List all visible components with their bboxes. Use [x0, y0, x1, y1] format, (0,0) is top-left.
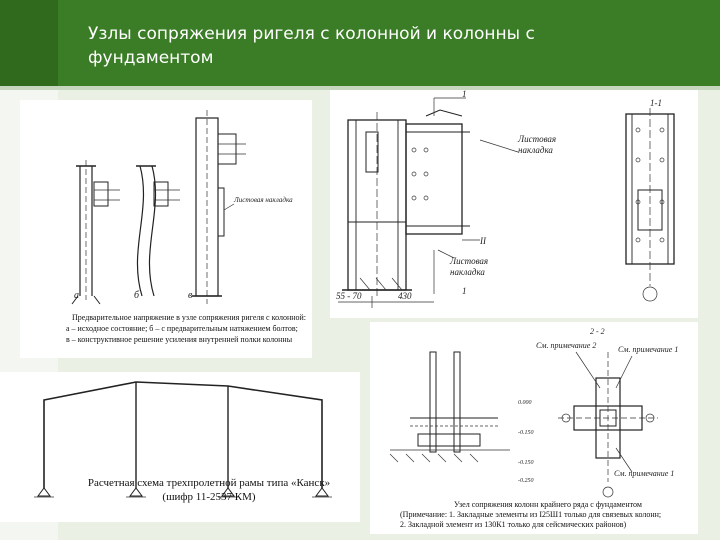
- note-2-callout: См. примечание 2: [536, 341, 597, 350]
- note-1-callout-bottom: См. примечание 1: [614, 469, 675, 478]
- elevation-4: -0.250: [518, 478, 534, 484]
- prestress-caption: [66, 312, 312, 345]
- prestress-caption-line2: а – исходное состояние; б – с предварительным натяжением болтов;: [66, 324, 298, 333]
- callout-top-line1: Листовая: [518, 134, 557, 144]
- prestress-figure: [20, 100, 312, 358]
- section-mark-top: 1: [462, 90, 467, 99]
- elevation-3: -0.150: [518, 460, 534, 466]
- callout-top-line2: накладка: [518, 145, 553, 155]
- callout-bottom-line2: накладка: [450, 267, 485, 277]
- section-mark-bottom: 1: [462, 286, 467, 296]
- note-1-callout-top: См. примечание 1: [618, 345, 679, 354]
- frame-scheme-figure: [0, 372, 360, 522]
- content-area: [58, 90, 720, 540]
- frame-caption-line2: (шифр 11-2537 КМ): [162, 491, 256, 503]
- column-elevation: [342, 112, 412, 296]
- joint-detail-drawing: [330, 90, 698, 318]
- column-b: [134, 166, 180, 301]
- joint-detail-figure: [330, 90, 698, 318]
- column-a: [72, 160, 120, 304]
- elevation-2: -0.150: [518, 430, 534, 436]
- foundation-caption: [400, 500, 696, 530]
- prestress-caption-line1: Предварительное напряжение в узле сопряжения ригеля с колонной:: [71, 313, 307, 322]
- slide-title-line1: Узлы сопряжения ригеля с колонной и колонны с: [88, 24, 535, 44]
- frame-caption: [64, 476, 354, 504]
- foundation-joint-figure: [370, 322, 698, 534]
- section-1-1: [626, 98, 674, 301]
- foundation-caption-line1: Узел сопряжения колонн крайнего ряда с фундаментом: [454, 500, 642, 509]
- dim-left: 55 - 70: [336, 291, 362, 301]
- elevation-1: 0.000: [518, 400, 532, 406]
- foundation-caption-line2: (Примечание: 1. Закладные элементы из I25Ш1 только для связевых колонн;: [400, 510, 662, 519]
- section-2-2-label: 2 - 2: [590, 327, 605, 336]
- title-bar: [0, 0, 720, 88]
- callout-bottom-line1: Листовая: [450, 256, 489, 266]
- frame-caption-line1: Расчетная схема трехпролетной рамы типа «Канск»: [87, 477, 331, 489]
- title-accent-stripe: [0, 0, 58, 88]
- callout-overlay-plate: Листовая накладка: [234, 196, 293, 204]
- mark-ii: II: [480, 236, 486, 246]
- foundation-elevation: [390, 352, 534, 484]
- label-a: а: [74, 290, 79, 301]
- prestress-caption-line3: в – конструктивное решение усиления внутренней полки колонны: [66, 335, 293, 344]
- label-c: в: [188, 290, 193, 301]
- foundation-caption-line3: 2. Закладной элемент из 130К1 только для сейсмических районов): [400, 520, 627, 529]
- slide-title-line2: фундаментом: [88, 48, 214, 68]
- dim-right: 430: [398, 291, 412, 301]
- column-c: [188, 110, 293, 304]
- section-1-1-label: 1-1: [650, 98, 662, 108]
- slide-title: [88, 22, 688, 70]
- label-b: б: [134, 290, 140, 301]
